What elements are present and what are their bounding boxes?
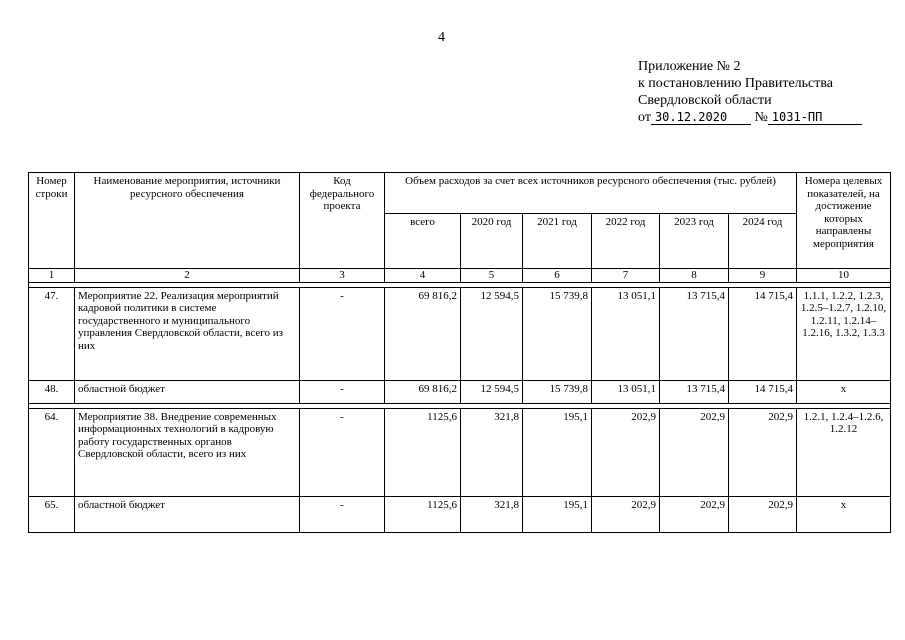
row-2022: 13 051,1 xyxy=(592,287,660,380)
header-targets: Номера целевых показателей, на достижение которых направлены мероприятия xyxy=(797,173,891,269)
appendix-line-1: Приложение № 2 xyxy=(638,59,741,74)
column-number: 3 xyxy=(300,269,385,283)
number-label: № xyxy=(754,110,768,125)
row-total: 1125,6 xyxy=(385,496,461,532)
row-2023: 202,9 xyxy=(660,496,729,532)
row-2021: 15 739,8 xyxy=(523,380,592,403)
header-2023: 2023 год xyxy=(660,214,729,269)
row-targets: x xyxy=(797,380,891,403)
row-2020: 12 594,5 xyxy=(461,380,523,403)
row-name: областной бюджет xyxy=(75,380,300,403)
row-2024: 14 715,4 xyxy=(729,287,797,380)
header-code: Код федерального проекта xyxy=(300,173,385,269)
table-row xyxy=(29,380,891,403)
row-name: областной бюджет xyxy=(75,496,300,532)
row-number: 64. xyxy=(29,408,75,496)
row-number: 47. xyxy=(29,287,75,380)
column-number: 10 xyxy=(797,269,891,283)
header-total: всего xyxy=(385,214,461,269)
row-total: 69 816,2 xyxy=(385,287,461,380)
header-2022: 2022 год xyxy=(592,214,660,269)
row-2021: 195,1 xyxy=(523,408,592,496)
row-total: 69 816,2 xyxy=(385,380,461,403)
column-number: 8 xyxy=(660,269,729,283)
row-code: - xyxy=(300,496,385,532)
row-2023: 202,9 xyxy=(660,408,729,496)
row-number: 65. xyxy=(29,496,75,532)
row-code: - xyxy=(300,287,385,380)
row-targets: 1.2.1, 1.2.4–1.2.6, 1.2.12 xyxy=(797,408,891,496)
row-2023: 13 715,4 xyxy=(660,287,729,380)
appendix-date-line xyxy=(638,109,862,126)
appendix-line-2: к постановлению Правительства xyxy=(638,76,834,91)
row-2021: 195,1 xyxy=(523,496,592,532)
row-2024: 14 715,4 xyxy=(729,380,797,403)
row-number: 48. xyxy=(29,380,75,403)
expenses-table xyxy=(28,172,891,533)
row-name: Мероприятие 38. Внедрение современных информационных технологий в кадровую работу государственных органов Свердловской области, всего из них xyxy=(75,408,300,496)
row-targets: 1.1.1, 1.2.2, 1.2.3, 1.2.5–1.2.7, 1.2.10, 1.2.11, 1.2.14–1.2.16, 1.3.2, 1.3.3 xyxy=(797,287,891,380)
row-2022: 13 051,1 xyxy=(592,380,660,403)
page-number: 4 xyxy=(438,30,445,45)
header-2020: 2020 год xyxy=(461,214,523,269)
row-2021: 15 739,8 xyxy=(523,287,592,380)
row-total: 1125,6 xyxy=(385,408,461,496)
row-2024: 202,9 xyxy=(729,496,797,532)
row-code: - xyxy=(300,408,385,496)
column-number: 7 xyxy=(592,269,660,283)
row-2020: 321,8 xyxy=(461,496,523,532)
column-number: 2 xyxy=(75,269,300,283)
header-row-no: Номер строки xyxy=(29,173,75,269)
appendix-line-3: Свердловской области xyxy=(638,93,772,108)
table-row xyxy=(29,496,891,532)
row-code: - xyxy=(300,380,385,403)
row-2023: 13 715,4 xyxy=(660,380,729,403)
column-number: 5 xyxy=(461,269,523,283)
row-targets: x xyxy=(797,496,891,532)
decree-number: 1031-ПП xyxy=(768,111,862,125)
column-number: 4 xyxy=(385,269,461,283)
column-number: 6 xyxy=(523,269,592,283)
column-numbers-row xyxy=(29,269,891,283)
row-2022: 202,9 xyxy=(592,408,660,496)
row-2020: 321,8 xyxy=(461,408,523,496)
table-row xyxy=(29,287,891,380)
column-number: 9 xyxy=(729,269,797,283)
row-2020: 12 594,5 xyxy=(461,287,523,380)
column-number: 1 xyxy=(29,269,75,283)
row-2022: 202,9 xyxy=(592,496,660,532)
header-name: Наименование мероприятия, источники ресурсного обеспечения xyxy=(75,173,300,269)
decree-date: 30.12.2020 xyxy=(651,111,751,125)
table-row xyxy=(29,408,891,496)
row-name: Мероприятие 22. Реализация мероприятий кадровой политики в системе государственного и муниципального управления Свердловской области, всего из них xyxy=(75,287,300,380)
from-label: от xyxy=(638,110,651,125)
row-2024: 202,9 xyxy=(729,408,797,496)
table-header-row xyxy=(29,173,891,214)
header-volume: Объем расходов за счет всех источников ресурсного обеспечения (тыс. рублей) xyxy=(385,173,797,214)
appendix-header xyxy=(638,58,862,126)
header-2024: 2024 год xyxy=(729,214,797,269)
header-2021: 2021 год xyxy=(523,214,592,269)
